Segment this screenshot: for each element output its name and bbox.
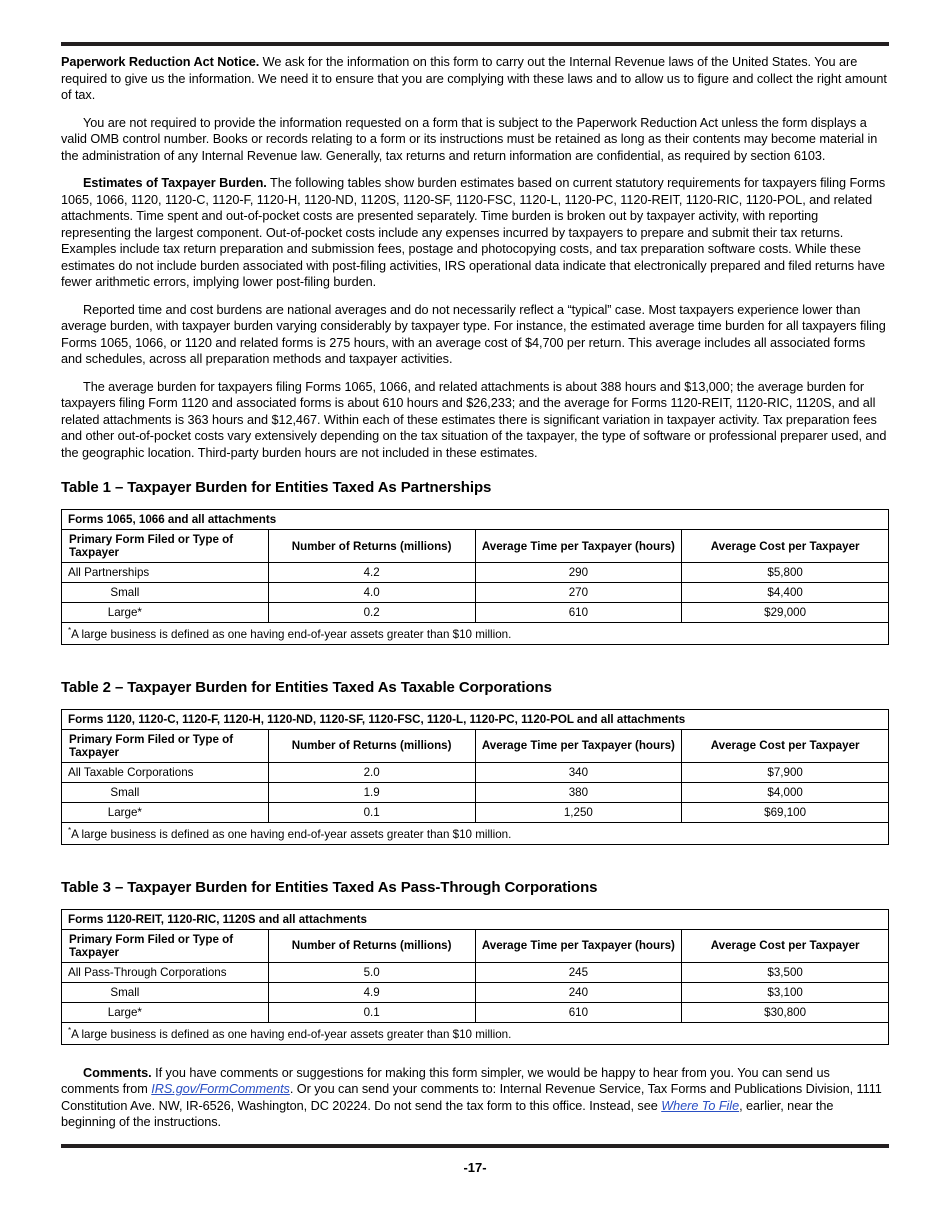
table-3-section xyxy=(61,879,889,1045)
cell-number-of-returns: 0.1 xyxy=(268,802,475,822)
cell-number-of-returns: 0.2 xyxy=(268,603,475,623)
paragraph-text: The average burden for taxpayers filing Forms 1065, 1066, and related attachments is about 388 hours and $13,000; the average burden for taxpayers filing Form 1120 and associated forms is about 610 hours and $26,233; and the average for Forms 1120-REIT, 1120-RIC, 1120S, and all related attachments is 363 hours and $12,467. Within each of these estimates there is significant variation in taxpayer activity. Tax preparation fees and other out-of-pocket costs vary extensively depending on the tax situation of the taxpayer, the type of software or professional preparer used, and the geographic location. Third-party burden hours are not included in these estimates. xyxy=(61,379,887,460)
bottom-rule xyxy=(61,1144,889,1148)
table-2-section xyxy=(61,679,889,845)
column-header-average-time: Average Time per Taxpayer (hours) xyxy=(475,729,682,762)
table-row xyxy=(62,603,889,623)
table-footnote xyxy=(62,822,889,844)
table-forms-label: Forms 1120-REIT, 1120-RIC, 1120S and all attachments xyxy=(62,909,889,929)
table-row xyxy=(62,782,889,802)
column-header-average-cost: Average Cost per Taxpayer xyxy=(682,530,889,563)
row-label: Small xyxy=(62,782,269,802)
cell-average-time: 245 xyxy=(475,962,682,982)
comments-text-2: . Or you can send your comments to: Internal Revenue Service, Tax Forms and Publications Division, 1111 Constitution Ave. NW, IR-6526, Washington, DC 20224. Do not send the tax form to this office. Instead, see xyxy=(61,1082,882,1113)
row-label: Large* xyxy=(62,802,269,822)
table-footnote xyxy=(62,1022,889,1044)
cell-average-time: 290 xyxy=(475,563,682,583)
link-where-to-file[interactable]: Where To File xyxy=(661,1098,740,1113)
paragraph-comments xyxy=(61,1065,889,1131)
row-label: All Pass-Through Corporations xyxy=(62,962,269,982)
column-header-number-of-returns: Number of Returns (millions) xyxy=(268,729,475,762)
table-3 xyxy=(61,909,889,1045)
table-header-row xyxy=(62,729,889,762)
footnote-text: A large business is defined as one having end-of-year assets greater than $10 million. xyxy=(71,827,512,841)
cell-number-of-returns: 4.0 xyxy=(268,583,475,603)
cell-average-cost: $5,800 xyxy=(682,563,889,583)
top-rule xyxy=(61,42,889,46)
table-row xyxy=(62,762,889,782)
cell-average-time: 240 xyxy=(475,982,682,1002)
cell-average-cost: $7,900 xyxy=(682,762,889,782)
paragraph-reported-time-and-cost xyxy=(61,302,889,368)
cell-average-time: 610 xyxy=(475,1002,682,1022)
cell-number-of-returns: 4.2 xyxy=(268,563,475,583)
column-header-average-time: Average Time per Taxpayer (hours) xyxy=(475,530,682,563)
paragraph-lead-label: Estimates of Taxpayer Burden. xyxy=(83,176,267,190)
table-footnote-row xyxy=(62,1022,889,1044)
paragraph-text: You are not required to provide the information requested on a form that is subject to the Paperwork Reduction Act unless the form displays a valid OMB control number. Books or records relating to a form or its instructions must be retained as long as their contents may become material in the administration of any Internal Revenue law. Generally, tax returns and return information are confidential, as required by section 6103. xyxy=(61,115,878,163)
cell-average-cost: $4,400 xyxy=(682,583,889,603)
row-label: Large* xyxy=(62,603,269,623)
column-header-number-of-returns: Number of Returns (millions) xyxy=(268,929,475,962)
link-irs-gov-form-comments[interactable]: IRS.gov/FormComments xyxy=(151,1082,290,1097)
table-row xyxy=(62,583,889,603)
table-1-section xyxy=(61,479,889,645)
row-label: Small xyxy=(62,982,269,1002)
row-label: All Taxable Corporations xyxy=(62,762,269,782)
table-footnote-row xyxy=(62,623,889,645)
table-row xyxy=(62,962,889,982)
column-header-average-cost: Average Cost per Taxpayer xyxy=(682,729,889,762)
cell-average-time: 1,250 xyxy=(475,802,682,822)
paragraph-text: The following tables show burden estimates based on current statutory requirements for taxpayers filing Forms 1065, 1066, 1120, 1120-C, 1120-F, 1120-H, 1120-ND, 1120S, 1120-SF, 1120-FSC, 1120-L, 1120-PC, 1120-REIT, 1120-RIC, 1120-POL, and related attachments. Time spent and out-of-pocket costs are presented separately. Time burden is broken out by taxpayer activity, with reporting representing the largest component. Out-of-pocket costs include any expenses incurred by taxpayers to prepare and submit their tax returns. Examples include tax return preparation and submission fees, postage and photocopying costs, and tax preparation software costs. While these estimates do not include burden associated with post-filing activities, IRS operational data indicate that electronically prepared and filed returns have fewer arithmetic errors, implying lower post-filing burden. xyxy=(61,176,886,289)
table-2 xyxy=(61,709,889,845)
paragraph-omb-control-number xyxy=(61,115,889,165)
cell-number-of-returns: 1.9 xyxy=(268,782,475,802)
table-forms-row xyxy=(62,909,889,929)
cell-average-time: 610 xyxy=(475,603,682,623)
paragraph-lead-label: Paperwork Reduction Act Notice. xyxy=(61,55,260,69)
comments-text-3: , earlier, near the beginning of the instructions. xyxy=(61,1098,834,1130)
table-footnote xyxy=(62,623,889,645)
cell-average-cost: $69,100 xyxy=(682,802,889,822)
paragraph-average-burden xyxy=(61,379,889,462)
column-header-average-cost: Average Cost per Taxpayer xyxy=(682,929,889,962)
cell-number-of-returns: 5.0 xyxy=(268,962,475,982)
cell-average-time: 380 xyxy=(475,782,682,802)
footnote-marker: * xyxy=(68,825,72,835)
paragraph-paperwork-reduction-act-notice xyxy=(61,54,889,104)
footnote-marker: * xyxy=(68,626,72,635)
row-label: Small xyxy=(62,583,269,603)
table-forms-row xyxy=(62,510,889,530)
table-1-caption: Table 1 – Taxpayer Burden for Entities Taxed As Partnerships xyxy=(61,479,492,496)
cell-average-time: 340 xyxy=(475,762,682,782)
cell-number-of-returns: 4.9 xyxy=(268,982,475,1002)
row-label: All Partnerships xyxy=(62,563,269,583)
table-row xyxy=(62,982,889,1002)
table-header-row xyxy=(62,530,889,563)
column-header-primary-form: Primary Form Filed or Type of Taxpayer xyxy=(62,530,269,563)
row-label: Large* xyxy=(62,1002,269,1022)
table-header-row xyxy=(62,929,889,962)
paragraph-text: We ask for the information on this form to carry out the Internal Revenue laws of the United States. You are required to give us the information. We need it to ensure that you are complying with these laws and to allow us to figure and collect the right amount of tax. xyxy=(61,55,887,102)
cell-average-cost: $3,100 xyxy=(682,982,889,1002)
cell-average-cost: $4,000 xyxy=(682,782,889,802)
comments-text-1: If you have comments or suggestions for making this form simpler, we would be happy to hear from you. You can send us comments from xyxy=(61,1065,830,1097)
table-footnote-row xyxy=(62,822,889,844)
cell-number-of-returns: 0.1 xyxy=(268,1002,475,1022)
column-header-number-of-returns: Number of Returns (millions) xyxy=(268,530,475,563)
table-2-caption: Table 2 – Taxpayer Burden for Entities Taxed As Taxable Corporations xyxy=(61,678,552,696)
table-3-caption: Table 3 – Taxpayer Burden for Entities Taxed As Pass-Through Corporations xyxy=(61,878,598,896)
paragraph-text: Reported time and cost burdens are national averages and do not necessarily reflect a “typical” case. Most taxpayers experience lower than average burden, with taxpayer burden varying considerably by taxpayer type. For instance, the estimated average time burden for all taxpayers filing Forms 1065, 1066, or 1120 and related forms is 275 hours, with an average cost of $4,700 per return. This average includes all associated forms and schedules, across all preparation methods and taxpayer activities. xyxy=(61,302,886,366)
footnote-text: A large business is defined as one having end-of-year assets greater than $10 million. xyxy=(71,627,512,641)
cell-average-cost: $30,800 xyxy=(682,1002,889,1022)
paragraph-estimates-of-taxpayer-burden xyxy=(61,175,889,291)
table-1 xyxy=(61,509,889,645)
footnote-marker: * xyxy=(68,1025,72,1035)
cell-number-of-returns: 2.0 xyxy=(268,762,475,782)
cell-average-cost: $29,000 xyxy=(682,603,889,623)
column-header-average-time: Average Time per Taxpayer (hours) xyxy=(475,929,682,962)
cell-average-cost: $3,500 xyxy=(682,962,889,982)
column-header-primary-form: Primary Form Filed or Type of Taxpayer xyxy=(62,729,269,762)
page-content xyxy=(61,42,889,1148)
table-forms-label: Forms 1120, 1120-C, 1120-F, 1120-H, 1120-ND, 1120-SF, 1120-FSC, 1120-L, 1120-PC, 1120-POL and all attachments xyxy=(62,709,889,729)
comments-lead-label: Comments. xyxy=(83,1065,152,1080)
table-forms-label: Forms 1065, 1066 and all attachments xyxy=(62,510,889,530)
table-row xyxy=(62,563,889,583)
cell-average-time: 270 xyxy=(475,583,682,603)
footnote-text: A large business is defined as one having end-of-year assets greater than $10 million. xyxy=(71,1027,512,1041)
table-row xyxy=(62,1002,889,1022)
table-row xyxy=(62,802,889,822)
column-header-primary-form: Primary Form Filed or Type of Taxpayer xyxy=(62,929,269,962)
page-number: -17- xyxy=(463,1160,487,1175)
table-forms-row xyxy=(62,709,889,729)
